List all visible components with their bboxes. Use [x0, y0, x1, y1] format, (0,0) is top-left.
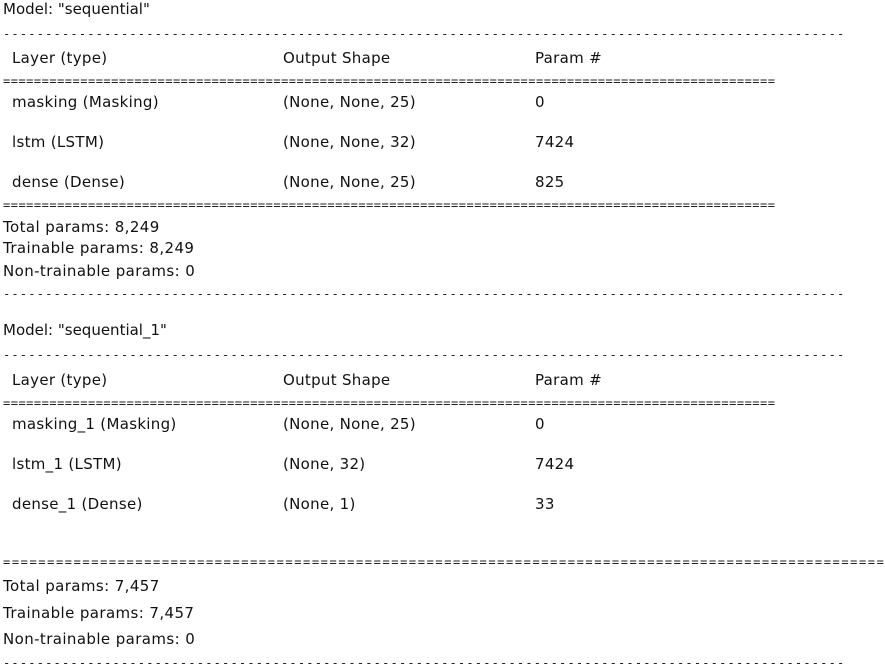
output-shape: (None, None, 25): [283, 173, 416, 191]
layer-name: lstm_1 (LSTM): [12, 455, 122, 473]
param-count: 7424: [535, 455, 575, 473]
dashed-rule: ----------------------------------------------------------------------------------------------------: [3, 27, 846, 41]
dashed-rule: ----------------------------------------------------------------------------------------------------: [3, 656, 846, 670]
output-shape: (None, None, 32): [283, 133, 416, 151]
param-count: 0: [535, 93, 545, 111]
model-title: Model: "sequential_1": [3, 321, 167, 339]
header-layer-type: Layer (type): [12, 49, 108, 67]
non-trainable-params: Non-trainable params: 0: [3, 262, 196, 280]
model-title: Model: "sequential": [3, 0, 150, 18]
layer-name: masking_1 (Masking): [12, 415, 177, 433]
layer-name: dense (Dense): [12, 173, 126, 191]
header-output-shape: Output Shape: [283, 49, 391, 67]
param-count: 825: [535, 173, 565, 191]
total-params: Total params: 8,249: [3, 218, 160, 236]
output-shape: (None, None, 25): [283, 93, 416, 111]
param-count: 7424: [535, 133, 575, 151]
double-rule: ====================================================================================================: [3, 198, 776, 212]
output-shape: (None, 32): [283, 455, 366, 473]
header-param-count: Param #: [535, 49, 602, 67]
param-count: 0: [535, 415, 545, 433]
dashed-rule: ----------------------------------------------------------------------------------------------------: [3, 287, 846, 301]
layer-name: dense_1 (Dense): [12, 495, 143, 513]
trainable-params: Trainable params: 7,457: [3, 604, 195, 622]
header-param-count: Param #: [535, 371, 602, 389]
non-trainable-params: Non-trainable params: 0: [3, 630, 196, 648]
total-params: Total params: 7,457: [3, 577, 160, 595]
trainable-params: Trainable params: 8,249: [3, 239, 195, 257]
double-rule: ====================================================================================================: [3, 555, 885, 569]
double-rule: ====================================================================================================: [3, 396, 776, 410]
param-count: 33: [535, 495, 555, 513]
header-layer-type: Layer (type): [12, 371, 108, 389]
dashed-rule: ----------------------------------------------------------------------------------------------------: [3, 348, 846, 362]
output-shape: (None, 1): [283, 495, 356, 513]
layer-name: lstm (LSTM): [12, 133, 105, 151]
double-rule: ====================================================================================================: [3, 74, 776, 88]
header-output-shape: Output Shape: [283, 371, 391, 389]
output-shape: (None, None, 25): [283, 415, 416, 433]
layer-name: masking (Masking): [12, 93, 159, 111]
